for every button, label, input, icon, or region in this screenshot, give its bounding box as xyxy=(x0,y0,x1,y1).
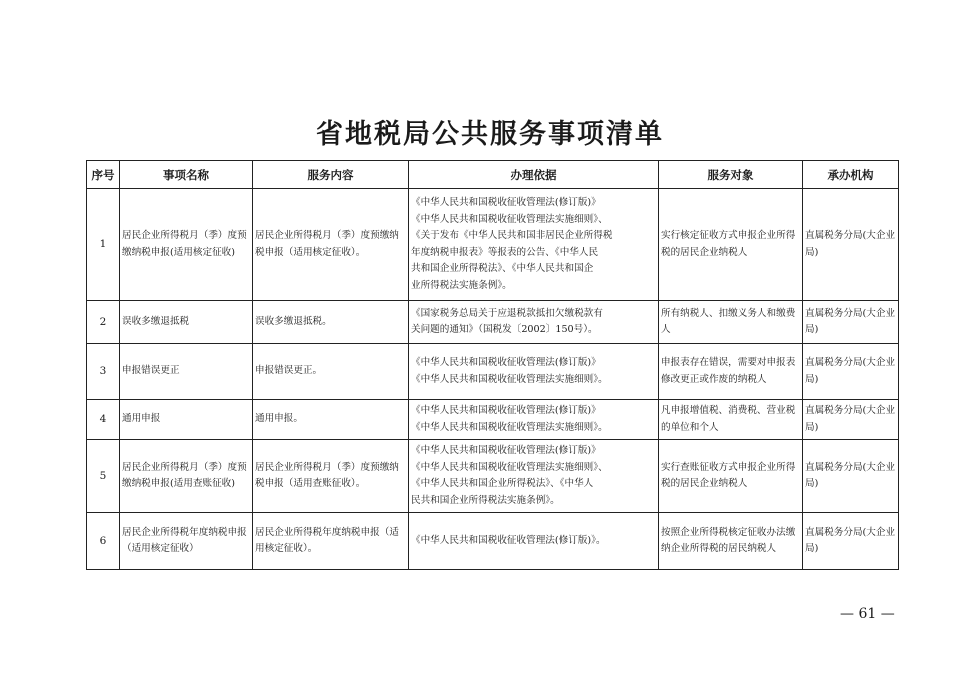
agency: 直属税务分局(大企业局) xyxy=(803,344,899,400)
service-target: 所有纳税人、扣缴义务人和缴费人 xyxy=(659,301,803,344)
item-name: 居民企业所得税月（季）度预缴纳税申报(适用查账征收) xyxy=(120,440,253,513)
basis-line: 《中华人民共和国税收征收管理法实施细则》、 xyxy=(411,461,608,473)
header-content: 服务内容 xyxy=(253,161,409,189)
basis-line: 《中华人民共和国税收征收管理法实施细则》。 xyxy=(411,373,608,385)
table-row xyxy=(87,301,899,344)
agency: 直属税务分局(大企业局) xyxy=(803,513,899,570)
item-name: 申报错误更正 xyxy=(120,344,253,400)
service-content: 误收多缴退抵税。 xyxy=(253,301,409,344)
header-agency: 承办机构 xyxy=(803,161,899,189)
basis-line: 《中华人民共和国税收征收管理法(修订版)》。 xyxy=(411,534,606,546)
basis-line: 《中华人民共和国税收征收管理法(修订版)》 xyxy=(411,197,601,208)
basis-line: 《中华人民共和国税收征收管理法(修订版)》 xyxy=(411,445,601,456)
agency: 直属税务分局(大企业局) xyxy=(803,400,899,440)
table-row xyxy=(87,400,899,440)
basis-line: 《关于发布《中华人民共和国非居民企业所得税 xyxy=(411,230,613,241)
service-target: 实行查账征收方式申报企业所得税的居民企业纳税人 xyxy=(659,440,803,513)
item-name: 通用申报 xyxy=(120,400,253,440)
basis-line: 《中华人民共和国税收征收管理法(修订版)》 xyxy=(411,405,601,416)
service-content: 居民企业所得税月（季）度预缴纳税申报（适用查账征收）。 xyxy=(253,440,409,513)
table-row xyxy=(87,189,899,301)
table-row xyxy=(87,513,899,570)
basis-line: 《中华人民共和国税收征收管理法实施细则》、 xyxy=(411,213,608,225)
header-basis: 办理依据 xyxy=(409,161,659,189)
page-number: — 61 — xyxy=(840,606,895,622)
item-name: 误收多缴退抵税 xyxy=(120,301,253,344)
row-number: 5 xyxy=(87,440,120,513)
legal-basis xyxy=(409,440,659,513)
basis-line: 业所得税法实施条例》。 xyxy=(411,279,512,291)
item-name: 居民企业所得税月（季）度预缴纳税申报(适用核定征收) xyxy=(120,189,253,301)
service-list-table xyxy=(86,160,899,570)
basis-line: 《中华人民共和国企业所得税法》、《中华人 xyxy=(411,478,594,489)
service-content: 通用申报。 xyxy=(253,400,409,440)
agency: 直属税务分局(大企业局) xyxy=(803,189,899,301)
service-target: 凡申报增值税、消费税、营业税的单位和个人 xyxy=(659,400,803,440)
agency: 直属税务分局(大企业局) xyxy=(803,301,899,344)
service-content: 居民企业所得税年度纳税申报（适用核定征收）。 xyxy=(253,513,409,570)
basis-line: 民共和国企业所得税法实施条例》。 xyxy=(411,494,560,506)
header-no: 序号 xyxy=(87,161,120,189)
basis-line: 《中华人民共和国税收征收管理法(修订版)》 xyxy=(411,357,601,368)
service-content: 居民企业所得税月（季）度预缴纳税申报（适用核定征收）。 xyxy=(253,189,409,301)
legal-basis xyxy=(409,301,659,344)
item-name: 居民企业所得税年度纳税申报（适用核定征收） xyxy=(120,513,253,570)
basis-line: 关问题的通知》（国税发〔2002〕150号）。 xyxy=(411,324,598,335)
service-target: 按照企业所得税核定征收办法缴纳企业所得税的居民纳税人 xyxy=(659,513,803,570)
header-name: 事项名称 xyxy=(120,161,253,189)
agency: 直属税务分局(大企业局) xyxy=(803,440,899,513)
row-number: 3 xyxy=(87,344,120,400)
legal-basis xyxy=(409,189,659,301)
header-target: 服务对象 xyxy=(659,161,803,189)
row-number: 1 xyxy=(87,189,120,301)
table-row xyxy=(87,440,899,513)
row-number: 6 xyxy=(87,513,120,570)
table-header-row xyxy=(87,161,899,189)
service-target: 实行核定征收方式申报企业所得税的居民企业纳税人 xyxy=(659,189,803,301)
service-target: 申报表存在错误，需要对申报表修改更正或作废的纳税人 xyxy=(659,344,803,400)
row-number: 4 xyxy=(87,400,120,440)
table-row xyxy=(87,344,899,400)
basis-line: 《国家税务总局关于应退税款抵扣欠缴税款有 xyxy=(411,307,603,319)
basis-line: 年度纳税申报表》等报表的公告、《中华人民 xyxy=(411,246,599,258)
basis-line: 《中华人民共和国税收征收管理法实施细则》。 xyxy=(411,421,608,433)
legal-basis xyxy=(409,513,659,570)
row-number: 2 xyxy=(87,301,120,344)
page-title: 省地税局公共服务事项清单 xyxy=(316,119,664,150)
legal-basis xyxy=(409,400,659,440)
service-content: 申报错误更正。 xyxy=(253,344,409,400)
basis-line: 共和国企业所得税法》、《中华人民共和国企 xyxy=(411,263,594,274)
legal-basis xyxy=(409,344,659,400)
